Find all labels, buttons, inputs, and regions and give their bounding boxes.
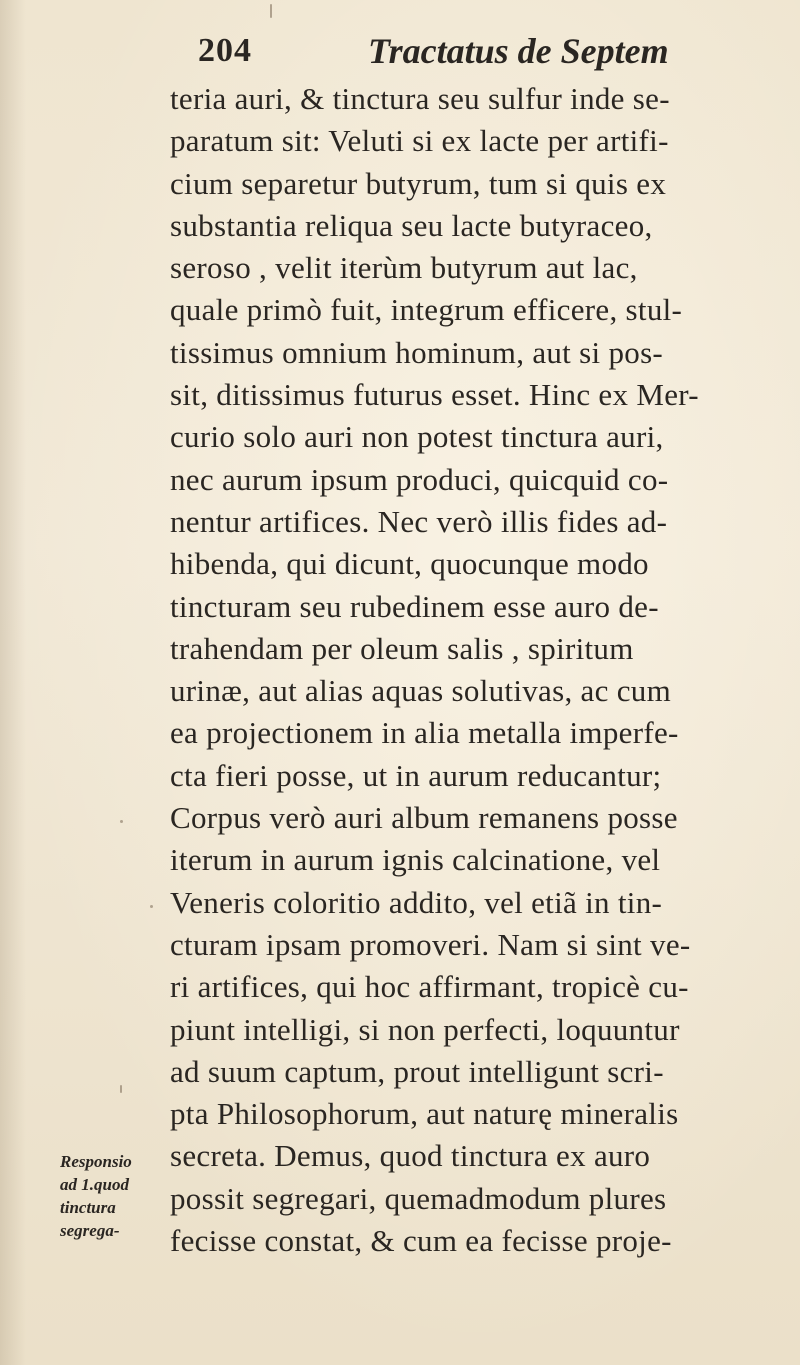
body-text [170, 78, 800, 1262]
text-line: cium separetur butyrum, tum si quis ex [170, 165, 667, 201]
running-title: Tractatus de Septem [368, 31, 669, 71]
text-line: tincturam seu rubedinem esse auro de- [170, 588, 659, 624]
text-line: iterum in aurum ignis calcinatione, vel [170, 842, 661, 878]
text-line: paratum sit: Veluti si ex lacte per artifi- [170, 123, 669, 159]
paper-fleck [270, 4, 272, 18]
margin-note-line: tinctura [60, 1198, 116, 1217]
page-number: 204 [198, 32, 252, 69]
text-line: ri artifices, qui hoc affirmant, tropicè cu- [170, 969, 689, 1005]
text-line: trahendam per oleum salis , spiritum [170, 630, 634, 666]
text-line: ad suum captum, prout intelligunt scri- [170, 1053, 664, 1089]
margin-note-line: segrega- [60, 1221, 120, 1240]
paper-fleck [150, 905, 153, 908]
text-line: urinæ, aut alias aquas solutivas, ac cum [170, 673, 671, 709]
text-line: secreta. Demus, quod tinctura ex auro [170, 1138, 651, 1174]
text-line: pta Philosophorum, aut naturę mineralis [170, 1096, 679, 1132]
text-line: quale primò fuit, integrum efficere, stul- [170, 292, 683, 328]
text-line: hibenda, qui dicunt, quocunque modo [170, 546, 649, 582]
text-line: cta fieri posse, ut in aurum reducantur; [170, 757, 662, 793]
text-line: nentur artifices. Nec verò illis fides ad- [170, 503, 668, 539]
text-line: piunt intelligi, si non perfecti, loquuntur [170, 1011, 680, 1047]
text-line: nec aurum ipsum produci, quicquid co- [170, 461, 669, 497]
paper-fleck [120, 1085, 122, 1093]
text-line: fecisse constat, & cum ea fecisse proje- [170, 1223, 672, 1259]
text-line: tissimus omnium hominum, aut si pos- [170, 334, 664, 370]
margin-note-line: Responsio [60, 1152, 132, 1171]
margin-note [60, 1150, 170, 1242]
text-line: seroso , velit iterùm butyrum aut lac, [170, 250, 638, 286]
text-line: teria auri, & tinctura seu sulfur inde se- [170, 81, 670, 116]
text-line: possit segregari, quemadmodum plures [170, 1180, 667, 1216]
page-gutter-shadow [0, 0, 26, 1365]
text-line: substantia reliqua seu lacte butyraceo, [170, 207, 653, 243]
text-line: Veneris coloritio addito, vel etiã in tin- [170, 884, 663, 920]
text-line: curio solo auri non potest tinctura auri, [170, 419, 664, 455]
text-line: cturam ipsam promoveri. Nam si sint ve- [170, 926, 691, 962]
page-header [198, 30, 758, 70]
text-line: sit, ditissimus futurus esset. Hinc ex Mer- [170, 377, 699, 413]
text-line: Corpus verò auri album remanens posse [170, 800, 678, 836]
margin-note-line: ad 1.quod [60, 1175, 129, 1194]
text-line: ea projectionem in alia metalla imperfe- [170, 715, 679, 751]
paper-fleck [120, 820, 123, 823]
